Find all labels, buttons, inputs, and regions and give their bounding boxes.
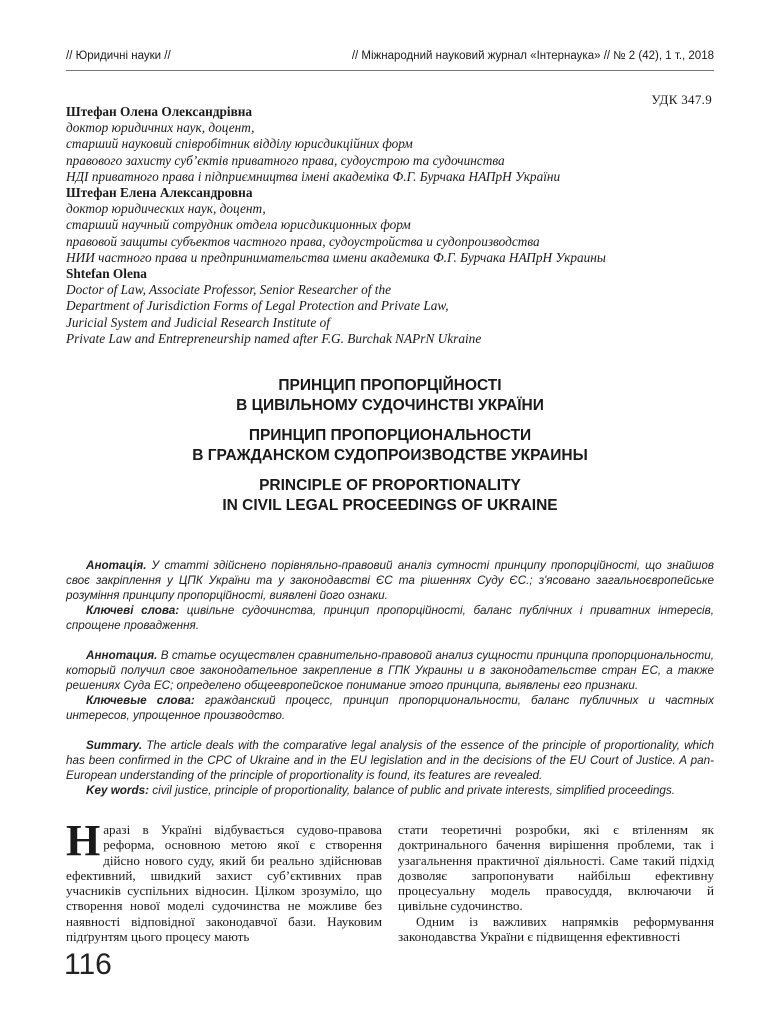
title-ru	[66, 426, 714, 466]
author-affiliation-line: Department of Jurisdiction Forms of Legal Protection and Private Law,	[66, 298, 449, 314]
author-affiliation-line: доктор юридичних наук, доцент,	[66, 120, 255, 136]
author-affiliation-line: правовой защиты субъектов частного права, судоустройства и судопроизводства	[66, 233, 540, 249]
body-paragraph: стати теоретичні розробки, які є втіленням як доктринального бачення вирішення проблеми, так і узагальнення практичної діяльності. Саме такий підхід дозволяє запропонувати найбільш ефективну процесуальну модель правосуддя, включаючи й цивільне судочинство.	[398, 822, 714, 914]
header-divider	[66, 70, 714, 71]
abstract-en	[66, 738, 714, 783]
abstract-uk	[66, 558, 714, 603]
title-line: ПРИНЦИП ПРОПОРЦИОНАЛЬНОСТИ	[248, 427, 532, 444]
keywords-label: Ключевые слова:	[86, 694, 195, 707]
udk-code: УДК 347.9	[651, 92, 712, 107]
author-name-en: Shtefan Olena	[66, 266, 147, 282]
keywords-label: Ключеві слова:	[86, 604, 180, 617]
author-affiliation-line: доктор юридических наук, доцент,	[66, 201, 266, 217]
title-line: ПРИНЦИП ПРОПОРЦІЙНОСТІ	[278, 377, 502, 394]
title-line: IN CIVIL LEGAL PROCEEDINGS OF UKRAINE	[222, 497, 558, 514]
keywords-text: гражданский процесс, принцип пропорциональности, баланс публичных и частных интересов, упрощенное производство.	[66, 694, 715, 722]
drop-cap: Н	[66, 816, 101, 865]
header-journal: // Міжнародний науковий журнал «Інтернаука» // № 2 (42), 1 т., 2018	[351, 50, 714, 62]
author-affiliation-line: НИИ частного права и предпринимательства имени академика Ф.Г. Бурчака НАПрН Украины	[66, 249, 606, 265]
title-line: PRINCIPLE OF PROPORTIONALITY	[259, 477, 521, 494]
abstract-label: Аннотация.	[86, 649, 158, 662]
abstract-text: В статье осуществлен сравнительно-правовой анализ сущности принципа пропорциональности, который получил свое законодательное закрепление в ГПК Украины и в законодательстве стран ЕС, а также решениях Суда ЕС; определено общеевропейское понимание этого принципа, выявлены его признаки.	[66, 649, 714, 692]
body-text: аразі в Україні відбувається судово-правова реформа, основною метою якої є створення дійсно нового суду, який би реально здійснював ефективний, швидкий захист суб’єктивних прав учасників суспільних відносин. Цілком зрозуміло, що створення нової моделі судочинства не можливе без наявності відповідної законодавчої бази. Науковим підґрунтям цього процесу мають	[66, 822, 382, 945]
abstract-ru	[66, 648, 714, 693]
abstract-text: У статті здійснено порівняльно-правовий аналіз сутності принципу пропорційності, що знайшов своє закріплення у ЦПК України та у законодавстві ЄС та рішеннях Суду ЄС.; з'ясовано загальноєвропейське розуміння принципу пропорційності, виявлені його ознаки.	[66, 559, 714, 602]
header-section: // Юридичні науки //	[66, 50, 171, 62]
author-block	[66, 104, 726, 347]
keywords-en	[66, 783, 714, 798]
article-titles	[66, 376, 714, 526]
body-column-right	[398, 822, 714, 944]
abstract-label: Summary.	[86, 739, 143, 752]
title-en	[66, 476, 714, 516]
body-paragraph	[66, 816, 382, 945]
keywords-uk	[66, 603, 714, 633]
author-affiliation-line: Juricial System and Judicial Research Institute of	[66, 314, 330, 330]
body-column-left	[66, 816, 382, 945]
author-affiliation-line: Private Law and Entrepreneurship named after F.G. Burchak NAPrN Ukraine	[66, 330, 482, 346]
keywords-label: Key words:	[86, 784, 149, 797]
title-uk	[66, 376, 714, 416]
author-name-uk: Штефан Олена Олександрівна	[66, 104, 253, 119]
title-line: В ГРАЖДАНСКОМ СУДОПРОИЗВОДСТВЕ УКРАИНЫ	[192, 447, 588, 464]
keywords-text: цивільне судочинства, принцип пропорційності, баланс публічних і приватних інтересів, спрощене провадження.	[66, 604, 714, 632]
author-name-ru: Штефан Елена Александровна	[66, 185, 253, 201]
author-affiliation-line: старший науковий співробітник відділу юрисдикційних форм	[66, 136, 413, 152]
running-header	[66, 50, 714, 70]
abstract-label: Анотація.	[86, 559, 147, 572]
abstract-text: The article deals with the comparative legal analysis of the essence of the principle of proportionality, which has been confirmed in the CPC of Ukraine and in the EU legislation and in the decisions of the EU Court of Justice. A pan-European understanding of the principle of proportionality is found, its features are revealed.	[66, 739, 714, 782]
author-affiliation-line: старший научный сотрудник отдела юрисдикционных форм	[66, 217, 411, 233]
title-line: В ЦИВІЛЬНОМУ СУДОЧИНСТВІ УКРАЇНИ	[236, 397, 544, 414]
body-paragraph: Одним із важливих напрямків реформування законодавства України є підвищення ефективності	[398, 913, 714, 945]
author-affiliation-line: НДІ приватного права і підприємництва імені академіка Ф.Г. Бурчака НАПрН України	[66, 168, 561, 184]
author-affiliation-line: правового захисту суб’єктів приватного права, судоустрою та судочинства	[66, 152, 505, 168]
author-affiliation-line: Doctor of Law, Associate Professor, Senior Researcher of the	[66, 282, 392, 298]
abstracts	[66, 558, 714, 798]
keywords-text: civil justice, principle of proportionality, balance of public and private interests, simplified proceedings.	[149, 784, 675, 797]
keywords-ru	[66, 693, 714, 723]
page-number: 116	[64, 948, 112, 981]
